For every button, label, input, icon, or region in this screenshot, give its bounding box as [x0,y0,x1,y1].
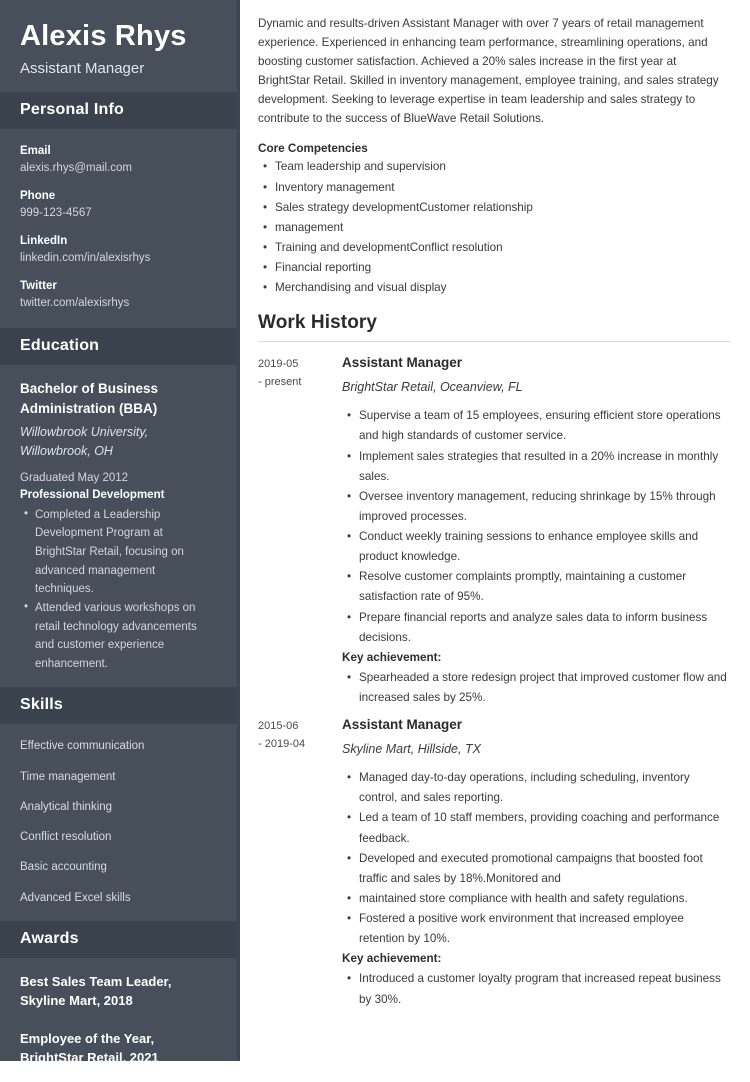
job-dates [258,354,342,391]
professional-summary: Dynamic and results-driven Assistant Manager with over 7 years of retail management experience. Experienced in enhancing team performance, streamlining operations, and boosting customer satisfaction. Achieved a 20% sales increase in the first year at BrightStar Retail. Skilled in inventory management, employee training, and sales strategy development. Seeking to leverage expertise in team leadership and sales strategy to contribute to the success of BlueWave Retail Solutions. [258,17,719,126]
core-competencies-heading: Core Competencies [258,142,368,156]
job-title: Assistant Manager [342,717,463,733]
education-body [0,365,237,687]
list-item: Basic accounting [20,861,107,874]
list-item: • Led a team of 10 staff members, providing coaching and performance feedback. [359,808,730,848]
list-item: • Completed a Leadership Development Program at BrightStar Retail, focusing on advanced management techniques. [35,506,217,599]
contact-item-phone [20,188,217,222]
personal-info-body [0,129,237,328]
contact-label: Email [20,145,51,158]
divider [258,341,730,342]
candidate-role: Assistant Manager [20,60,145,78]
contact-label: LinkedIn [20,235,68,248]
work-history-entry [258,716,730,1010]
section-heading-work-history: Work History [258,312,378,334]
section-heading-education: Education [0,328,237,365]
list-item: Best Sales Team Leader, Skyline Mart, 2018 [20,973,172,1009]
job-date-start: 2019-05 [258,358,299,371]
job-bullet-list [342,406,730,648]
list-item: Advanced Excel skills [20,891,131,904]
contact-label: Twitter [20,280,57,293]
education-school: Willowbrook University, Willowbrook, OH [20,425,149,459]
list-item: • Resolve customer complaints promptly, maintaining a customer satisfaction rate of 95%. [359,567,730,607]
education-subheading: Professional Development [20,489,165,502]
sidebar [0,0,240,1066]
list-item: • Team leadership and supervision [275,157,730,177]
contact-item-twitter [20,278,217,312]
list-item: Conflict resolution [20,831,112,844]
skills-body [0,724,237,921]
main-content [240,0,750,1061]
job-date-end: - present [258,375,302,388]
contact-value-phone[interactable]: 999-123-4567 [20,207,92,220]
awards-body [0,958,237,1082]
list-item: • Attended various workshops on retail technology advancements and customer experience enhancement. [35,599,217,674]
list-item: • Developed and executed promotional campaigns that boosted foot traffic and sales by 18%.Monitored and [359,849,730,889]
list-item: Employee of the Year, BrightStar Retail, 2021 [20,1030,159,1066]
job-company: Skyline Mart, Hillside, TX [342,741,481,756]
job-dates [258,716,342,753]
list-item: Effective communication [20,740,145,753]
job-date-end: - 2019-04 [258,737,306,750]
job-bullet-list [342,768,730,949]
list-item: • Fostered a positive work environment that increased employee retention by 10%. [359,909,730,949]
section-heading-skills: Skills [0,687,237,724]
job-body [342,716,730,1010]
job-title: Assistant Manager [342,355,463,371]
section-heading-personal-info: Personal Info [0,92,237,129]
list-item: • Prepare financial reports and analyze sales data to inform business decisions. [359,608,730,648]
list-item: • Introduced a customer loyalty program that increased repeat business by 30%. [359,969,730,1009]
job-company: BrightStar Retail, Oceanview, FL [342,379,523,394]
education-graduation-date: Graduated May 2012 [20,471,129,484]
key-achievement-label: Key achievement: [342,952,442,966]
list-item: • Merchandising and visual display [275,278,730,298]
list-item: • Oversee inventory management, reducing shrinkage by 15% through improved processes. [359,487,730,527]
sidebar-header [0,0,237,92]
work-history-entry [258,354,730,708]
key-achievement-list [342,969,730,1009]
contact-value-linkedin[interactable]: linkedin.com/in/alexisrhys [20,251,151,264]
key-achievement-label: Key achievement: [342,650,442,664]
education-degree: Bachelor of Business Administration (BBA) [20,381,159,416]
core-competencies-list [258,157,730,298]
section-heading-awards: Awards [0,921,237,958]
contact-item-email [20,143,217,177]
contact-item-linkedin [20,233,217,267]
contact-label: Phone [20,190,56,203]
list-item: • maintained store compliance with health and safety regulations. [359,889,730,909]
list-item: • Spearheaded a store redesign project that improved customer flow and increased sales by 25%. [359,668,730,708]
list-item: Time management [20,770,116,783]
contact-value-twitter[interactable]: twitter.com/alexisrhys [20,296,130,309]
list-item: • Implement sales strategies that resulted in a 20% increase in monthly sales. [359,447,730,487]
education-bullet-list [20,506,217,674]
key-achievement-list [342,668,730,708]
candidate-name: Alexis Rhys [20,20,187,52]
list-item: • Supervise a team of 15 employees, ensuring efficient store operations and high standards of customer service. [359,406,730,446]
list-item: • Sales strategy developmentCustomer relationship [275,198,730,218]
list-item: • Inventory management [275,178,730,198]
list-item: • Training and developmentConflict resolution [275,238,730,258]
contact-value-email[interactable]: alexis.rhys@mail.com [20,162,133,175]
list-item: • Financial reporting [275,258,730,278]
job-body [342,354,730,708]
list-item: • Managed day-to-day operations, including scheduling, inventory control, and sales reporting. [359,768,730,808]
list-item: Analytical thinking [20,800,113,813]
list-item: • Conduct weekly training sessions to enhance employee skills and product knowledge. [359,527,730,567]
job-date-start: 2015-06 [258,720,299,733]
list-item: • management [275,218,730,238]
